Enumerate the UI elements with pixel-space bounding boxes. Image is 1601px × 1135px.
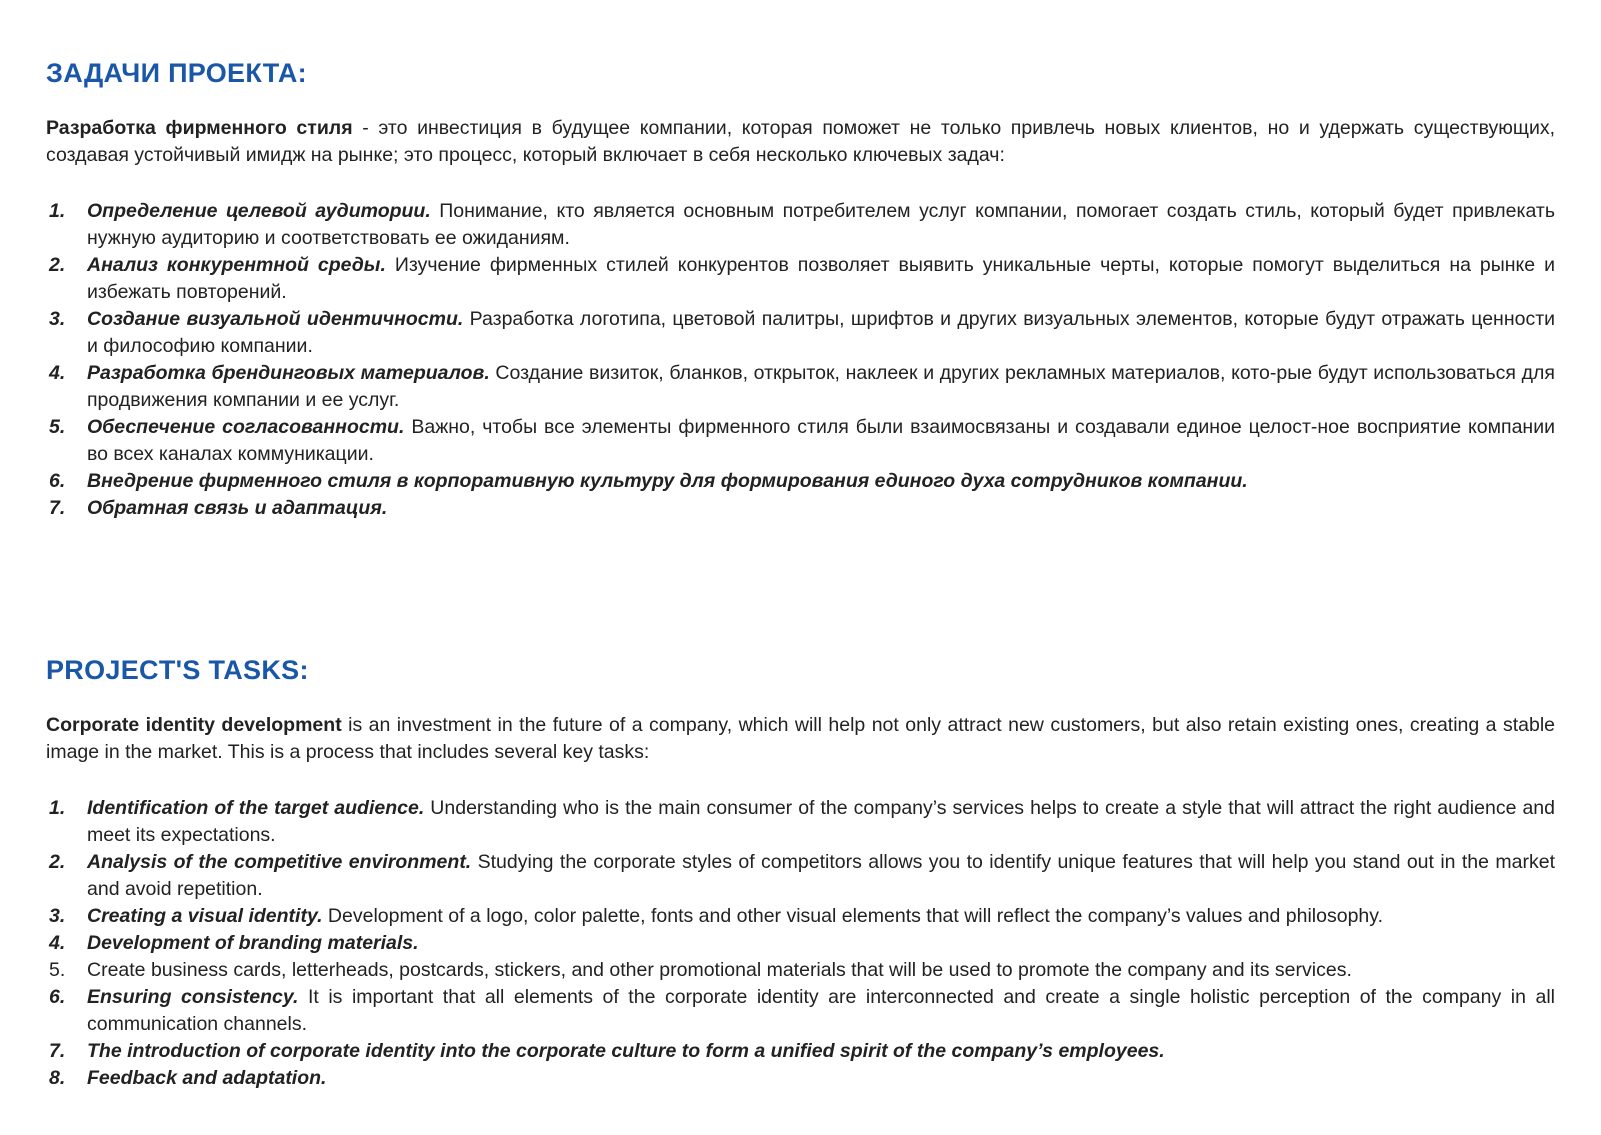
item-text	[87, 1038, 1555, 1065]
item-text	[87, 468, 1555, 495]
item-number: 2.	[49, 851, 66, 873]
item-text	[87, 930, 1555, 957]
ru-section-heading: ЗАДАЧИ ПРОЕКТА:	[46, 58, 307, 88]
item-text	[87, 198, 1555, 252]
item-number: 7.	[49, 497, 66, 519]
list-item	[46, 1065, 1555, 1092]
item-rest: Create business cards, letterheads, postcards, stickers, and other promotional materials that will be used to promote the company and its services.	[87, 959, 1352, 981]
item-number: 4.	[49, 362, 66, 384]
list-item	[46, 495, 1555, 522]
list-item	[46, 957, 1555, 984]
list-item	[46, 795, 1555, 849]
item-rest: Важно, чтобы все элементы фирменного стиля были взаимосвязаны и создавали единое целост-ное восприятие компании во всех каналах коммуникации.	[87, 416, 1555, 465]
item-number: 5.	[49, 416, 66, 438]
list-item	[46, 849, 1555, 903]
item-number: 7.	[49, 1040, 66, 1062]
en-intro-rest: is an investment in the future of a company, which will help not only attract new customers, but also retain existing ones, creating a stable image in the market. This is a process that includes several key tasks:	[46, 714, 1555, 763]
item-lead: Анализ конкурентной среды.	[87, 254, 386, 276]
section-english	[46, 655, 1555, 1092]
list-item	[46, 903, 1555, 930]
item-number: 3.	[49, 308, 66, 330]
item-text	[87, 984, 1555, 1038]
item-text	[87, 360, 1555, 414]
ru-task-list	[46, 198, 1555, 522]
item-text	[87, 414, 1555, 468]
item-rest: Studying the corporate styles of competitors allows you to identify unique features that will help you stand out in the market and avoid repetition.	[87, 851, 1555, 900]
item-number: 1.	[49, 200, 66, 222]
list-item	[46, 984, 1555, 1038]
ru-intro-rest: - это инвестиция в будущее компании, которая поможет не только привлечь новых клиентов, но и удержать существующих, создавая устойчивый имидж на рынке; это процесс, который включает в себя несколько ключевых задач:	[46, 117, 1556, 166]
item-rest: Understanding who is the main consumer of the company’s services helps to create a style that will attract the right audience and meet its expectations.	[87, 797, 1555, 846]
en-intro-lead: Corporate identity development	[46, 714, 342, 736]
item-lead: Определение целевой аудитории.	[87, 200, 431, 222]
list-item	[46, 414, 1555, 468]
list-item	[46, 198, 1555, 252]
item-text	[87, 957, 1555, 984]
item-number: 8.	[49, 1067, 66, 1089]
list-item	[46, 1038, 1555, 1065]
item-text	[87, 306, 1555, 360]
item-lead: Creating a visual identity.	[87, 905, 323, 927]
item-text	[87, 1065, 1555, 1092]
item-text	[87, 495, 1555, 522]
item-text	[87, 849, 1555, 903]
item-lead: Обратная связь и адаптация.	[87, 497, 388, 519]
item-rest: Разработка логотипа, цветовой палитры, шрифтов и других визуальных элементов, которые будут отражать ценности и философию компании.	[87, 308, 1556, 357]
en-intro-paragraph	[46, 712, 1555, 766]
item-lead: Analysis of the competitive environment.	[87, 851, 472, 873]
item-lead: Разработка брендинговых материалов.	[87, 362, 490, 384]
item-lead: Identification of the target audience.	[87, 797, 425, 819]
item-rest: Development of a logo, color palette, fonts and other visual elements that will reflect the company’s values and philosophy.	[322, 905, 1383, 927]
item-number: 2.	[49, 254, 66, 276]
ru-intro-lead: Разработка фирменного стиля	[46, 117, 353, 139]
item-text	[87, 795, 1555, 849]
list-item	[46, 306, 1555, 360]
en-section-heading: PROJECT'S TASKS:	[46, 655, 309, 685]
en-task-list	[46, 795, 1555, 1092]
item-lead: Создание визуальной идентичности.	[87, 308, 464, 330]
item-lead: Внедрение фирменного стиля в корпоративную культуру для формирования единого духа сотрудников компании.	[87, 470, 1248, 492]
list-item	[46, 930, 1555, 957]
item-rest: It is important that all elements of the corporate identity are interconnected and create a single holistic perception of the company in all communication channels.	[87, 986, 1555, 1035]
ru-intro-paragraph	[46, 115, 1555, 169]
item-lead: The introduction of corporate identity into the corporate culture to form a unified spirit of the company’s employees.	[87, 1040, 1165, 1062]
item-rest: Изучение фирменных стилей конкурентов позволяет выявить уникальные черты, которые помогут выделиться на рынке и избежать повторений.	[87, 254, 1555, 303]
item-number: 3.	[49, 905, 66, 927]
item-rest: Создание визиток, бланков, открыток, наклеек и других рекламных материалов, кото-рые будут использоваться для продвижения компании и ее услуг.	[87, 362, 1555, 411]
item-number: 6.	[49, 986, 66, 1008]
item-lead: Ensuring consistency.	[87, 986, 299, 1008]
section-russian	[46, 58, 1555, 522]
item-lead: Обеспечение согласованности.	[87, 416, 405, 438]
item-lead: Feedback and adaptation.	[87, 1067, 327, 1089]
item-lead: Development of branding materials.	[87, 932, 419, 954]
item-number: 5.	[49, 959, 66, 981]
list-item	[46, 252, 1555, 306]
item-number: 6.	[49, 470, 66, 492]
item-text	[87, 903, 1555, 930]
item-number: 4.	[49, 932, 66, 954]
list-item	[46, 468, 1555, 495]
item-rest: Понимание, кто является основным потребителем услуг компании, помогает создать стиль, который будет привлекать нужную аудиторию и соответствовать ее ожиданиям.	[87, 200, 1555, 249]
item-number: 1.	[49, 797, 66, 819]
list-item	[46, 360, 1555, 414]
item-text	[87, 252, 1555, 306]
